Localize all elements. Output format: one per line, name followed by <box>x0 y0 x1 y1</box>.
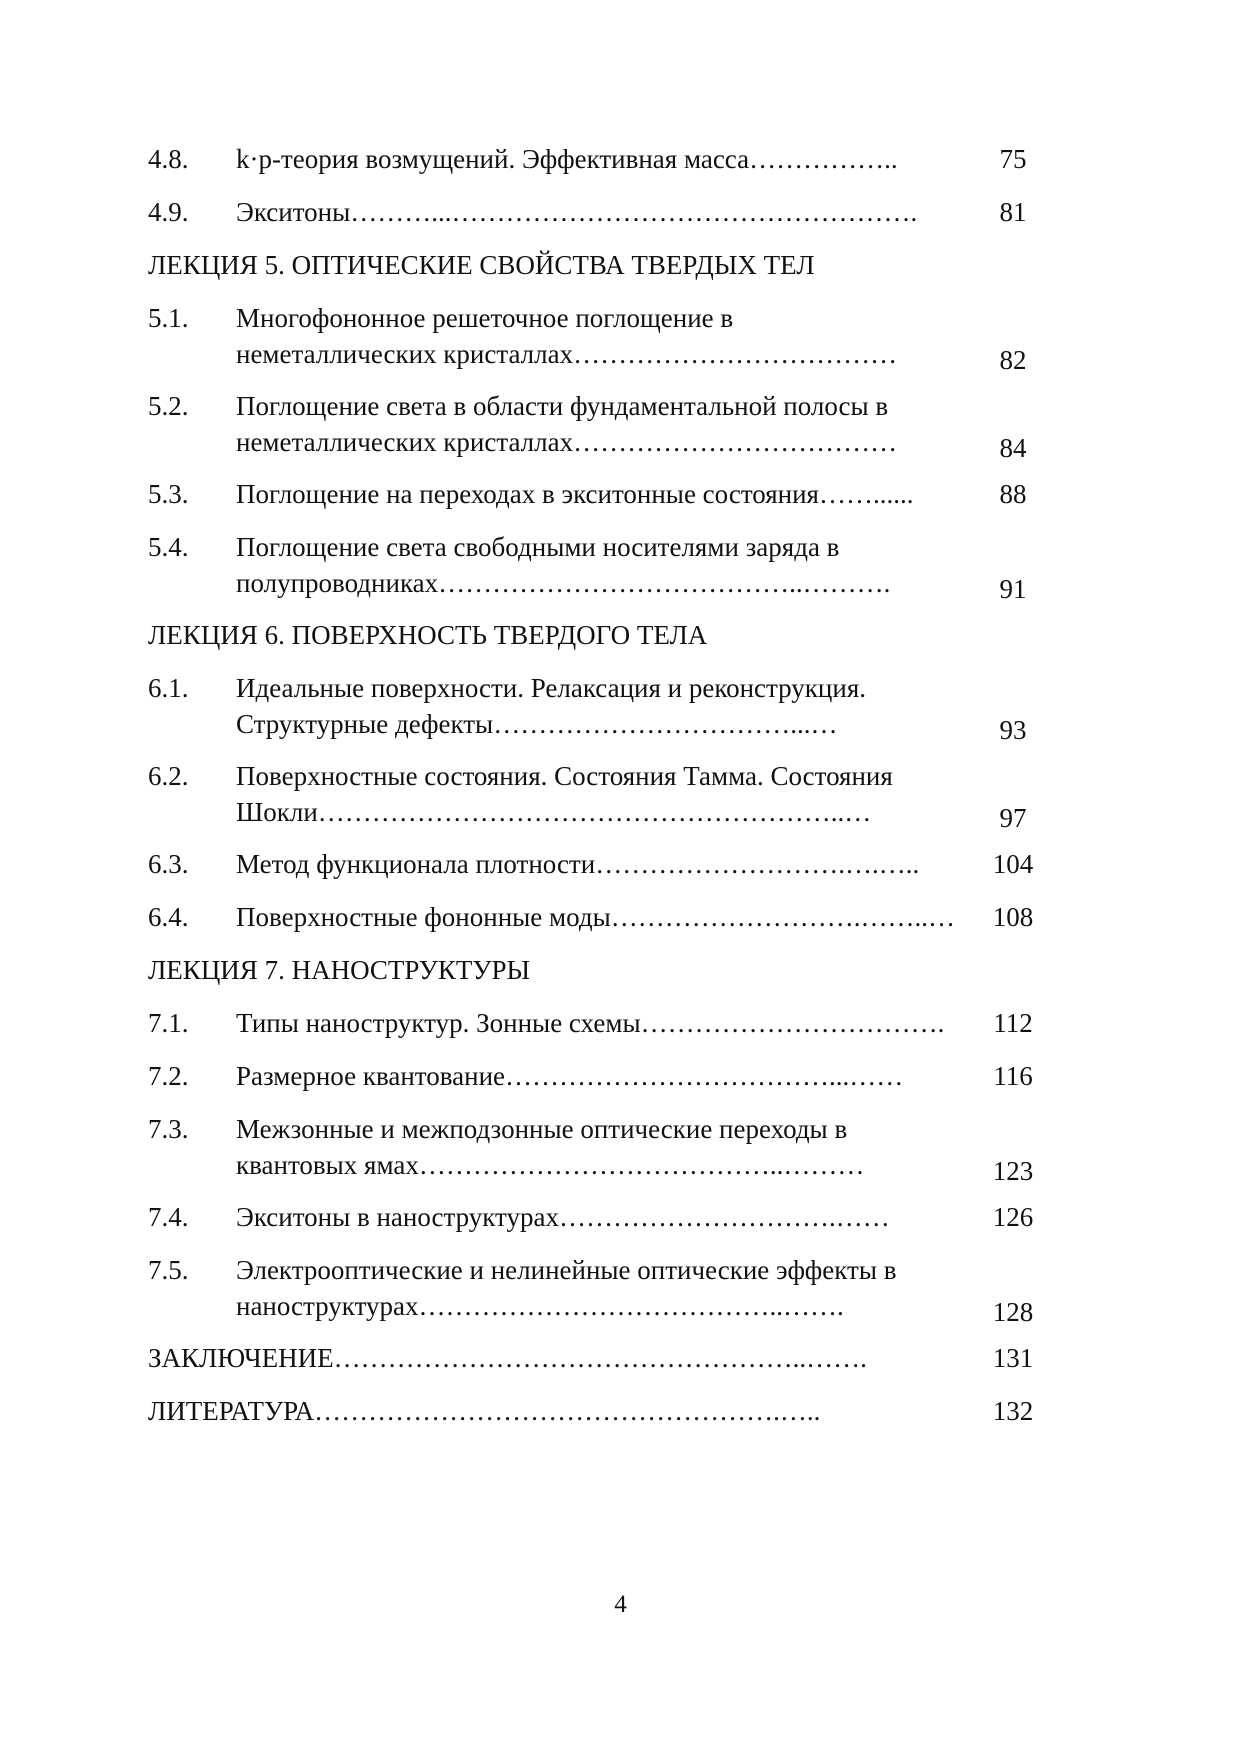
section-number: 6.2. <box>148 761 189 791</box>
toc-entry-6-1[interactable] <box>148 671 1048 759</box>
lecture-title: ЛЕКЦИЯ 7. НАНОСТРУКТУРЫ <box>148 955 531 985</box>
toc-entry-7-4[interactable] <box>148 1200 1048 1253</box>
toc-entry-5-4[interactable] <box>148 530 1048 618</box>
page-reference: 128 <box>992 1297 1034 1327</box>
section-title-line-2: полупроводниках <box>236 568 439 598</box>
page-reference: 108 <box>992 902 1034 932</box>
section-title: ЗАКЛЮЧЕНИЕ <box>148 1343 334 1373</box>
section-title-line-1: Поглощение света свободными носителями заряда в <box>236 532 840 562</box>
leader-dots: ………...……………………………………………. <box>350 197 918 227</box>
section-number: 7.3. <box>148 1114 189 1144</box>
leader-dots: ……………………….……..… <box>610 902 955 932</box>
section-title: Размерное квантование <box>236 1061 506 1091</box>
page-reference: 132 <box>992 1396 1034 1426</box>
section-number: 7.4. <box>148 1202 189 1232</box>
leader-dots: ……...... <box>818 479 914 509</box>
lecture-heading-5[interactable] <box>148 248 1048 301</box>
toc-entry-4-8[interactable] <box>148 142 1048 195</box>
section-number: 4.9. <box>148 197 189 227</box>
section-title: Экситоны <box>236 197 351 227</box>
lecture-title: ЛЕКЦИЯ 6. ПОВЕРХНОСТЬ ТВЕРДОГО ТЕЛА <box>148 620 708 650</box>
toc-entry-7-3[interactable] <box>148 1112 1048 1200</box>
toc-entry-4-9[interactable] <box>148 195 1048 248</box>
section-title-line-2: неметаллических кристаллах <box>236 427 574 457</box>
leader-dots: ……………………………………………..……. <box>333 1343 867 1373</box>
leader-dots: ……………………………… <box>573 427 898 457</box>
page-reference: 82 <box>999 345 1027 375</box>
section-title-line-1: Идеальные поверхности. Релаксация и реконструкция. <box>236 673 866 703</box>
page-reference: 84 <box>999 433 1027 463</box>
section-number: 7.5. <box>148 1255 189 1285</box>
leader-dots: ……………………………. <box>640 1008 945 1038</box>
section-number: 6.4. <box>148 902 189 932</box>
section-title-line-1: Межзонные и межподзонные оптические переходы в <box>236 1114 848 1144</box>
leader-dots: ……………………………… <box>573 339 898 369</box>
toc-entry-5-2[interactable] <box>148 389 1048 477</box>
section-number: 5.4. <box>148 532 189 562</box>
toc-entry-conclusion[interactable] <box>148 1341 1048 1394</box>
lecture-heading-6[interactable] <box>148 618 1048 671</box>
page-number: 4 <box>614 1591 627 1618</box>
section-title-line-2: Шокли <box>236 797 318 827</box>
toc-entry-5-3[interactable] <box>148 477 1048 530</box>
section-title: Поверхностные фононные моды <box>236 902 611 932</box>
toc-entry-7-2[interactable] <box>148 1059 1048 1112</box>
leader-dots: …………….. <box>749 144 898 174</box>
section-title-line-1: Поглощение света в области фундаментальной полосы в <box>236 391 889 421</box>
section-title-line-2: неметаллических кристаллах <box>236 339 574 369</box>
section-title-line-1: Поверхностные состояния. Состояния Тамма. Состояния <box>236 761 893 791</box>
page-reference: 75 <box>999 144 1027 174</box>
leader-dots: …………………………………..……. <box>418 1291 844 1321</box>
toc-entry-literature[interactable] <box>148 1394 1048 1447</box>
toc-entry-6-4[interactable] <box>148 900 1048 953</box>
section-number: 5.3. <box>148 479 189 509</box>
page-reference: 91 <box>999 574 1027 604</box>
section-title: Экситоны в наноструктурах <box>236 1202 559 1232</box>
section-number: 6.1. <box>148 673 189 703</box>
page-reference: 81 <box>999 197 1027 227</box>
page-reference: 112 <box>993 1008 1033 1038</box>
leader-dots: …………………………………..……… <box>418 1150 865 1180</box>
section-number: 6.3. <box>148 849 189 879</box>
leader-dots: …………………………………..………. <box>438 568 891 598</box>
toc-entry-6-3[interactable] <box>148 847 1048 900</box>
leader-dots: ………………………….…… <box>559 1202 890 1232</box>
table-of-contents <box>148 142 1048 1447</box>
page-reference: 131 <box>992 1343 1034 1373</box>
page-reference: 126 <box>992 1202 1034 1232</box>
section-title-line-1: Многофононное решеточное поглощение в <box>236 303 734 333</box>
section-title-line-2: Структурные дефекты <box>236 709 494 739</box>
toc-entry-5-1[interactable] <box>148 301 1048 389</box>
section-number: 5.1. <box>148 303 189 333</box>
section-title: Типы наноструктур. Зонные схемы <box>236 1008 641 1038</box>
leader-dots: ………………………………...…… <box>505 1061 904 1091</box>
page-reference: 123 <box>992 1156 1034 1186</box>
section-title: Метод функционала плотности <box>236 849 596 879</box>
page-reference: 104 <box>992 849 1034 879</box>
section-title-line-2: наноструктурах <box>236 1291 419 1321</box>
section-number: 5.2. <box>148 391 189 421</box>
toc-entry-7-5[interactable] <box>148 1253 1048 1341</box>
leader-dots: …………………………………………………..… <box>317 797 872 827</box>
section-title-line-1: Электрооптические и нелинейные оптические эффекты в <box>236 1255 897 1285</box>
section-number: 4.8. <box>148 144 189 174</box>
leader-dots: ……………………………...… <box>493 709 838 739</box>
section-number: 7.1. <box>148 1008 189 1038</box>
section-title-line-2: квантовых ямах <box>236 1150 419 1180</box>
lecture-heading-7[interactable] <box>148 953 1048 1006</box>
lecture-title: ЛЕКЦИЯ 5. ОПТИЧЕСКИЕ СВОЙСТВА ТВЕРДЫХ ТЕЛ <box>148 250 815 280</box>
section-title: ЛИТЕРАТУРА <box>148 1396 315 1426</box>
page-reference: 88 <box>999 479 1027 509</box>
leader-dots: ……………………….….….. <box>595 849 920 879</box>
section-title: Поглощение на переходах в экситонные состояния <box>236 479 819 509</box>
page-reference: 116 <box>993 1061 1033 1091</box>
leader-dots: …………………………………………….….. <box>314 1396 821 1426</box>
toc-entry-6-2[interactable] <box>148 759 1048 847</box>
page-reference: 97 <box>999 803 1027 833</box>
toc-entry-7-1[interactable] <box>148 1006 1048 1059</box>
section-title: k·p-теория возмущений. Эффективная масса <box>236 144 750 174</box>
section-number: 7.2. <box>148 1061 189 1091</box>
page-reference: 93 <box>999 715 1027 745</box>
